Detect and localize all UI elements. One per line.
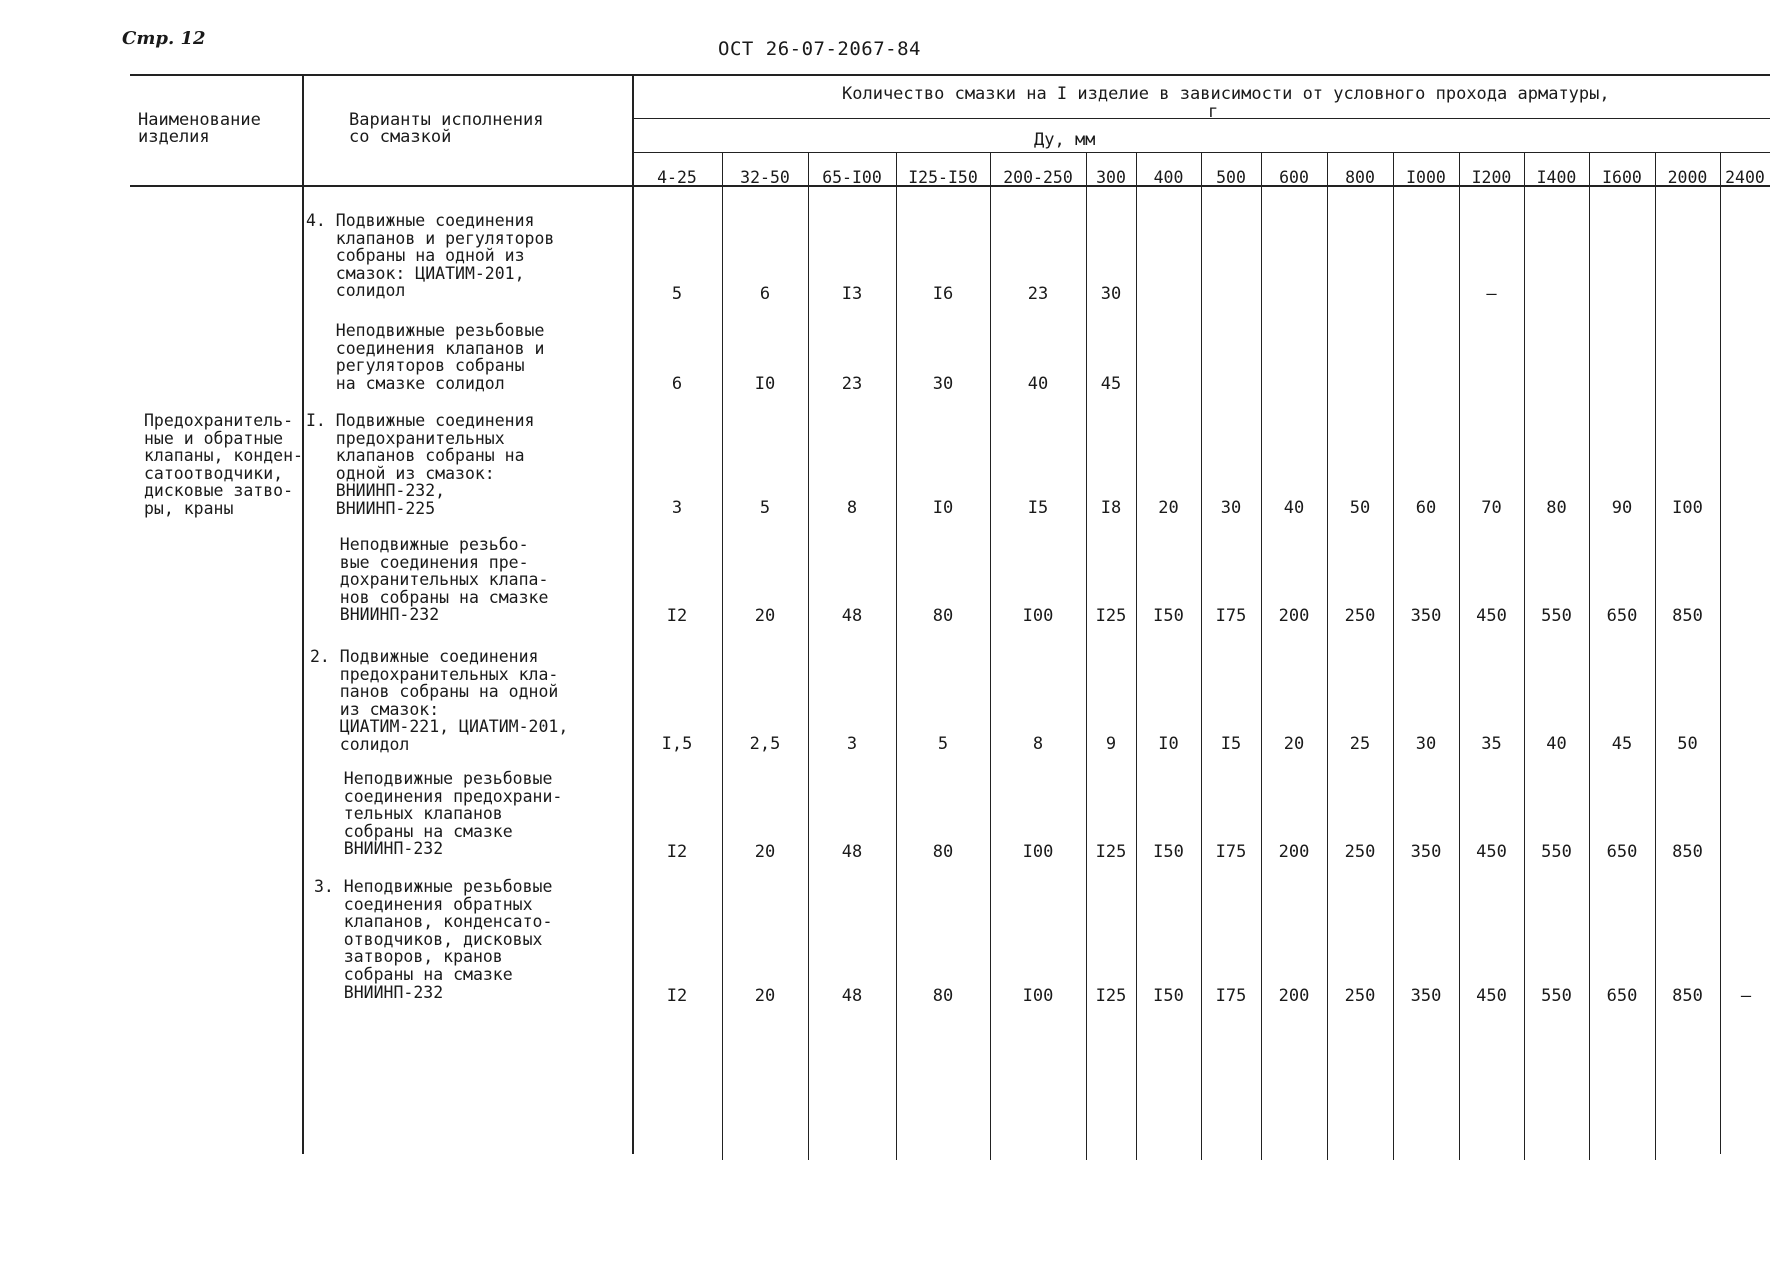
variant-description: 2. Подвижные соединения предохранительных кла- панов собраны на одной из смазок: ЦИАТИМ-221, ЦИАТИМ-201, солидол: [310, 647, 569, 754]
table-cell-value: I2: [666, 986, 688, 1006]
table-cell-value: 250: [1344, 842, 1376, 862]
table-cell-value: –: [1740, 986, 1752, 1006]
du-column-divider: [1589, 152, 1590, 1160]
du-column-divider: [896, 152, 897, 1160]
table-cell-value: I5: [1220, 734, 1242, 754]
table-cell-value: 200: [1278, 842, 1310, 862]
du-column-divider: [1327, 152, 1328, 1160]
du-column-header: 32-50: [740, 168, 790, 187]
table-cell-value: I6: [932, 284, 954, 304]
table-cell-value: 6: [671, 374, 683, 394]
table-cell-value: 850: [1672, 986, 1703, 1006]
du-column-header: 4-25: [657, 168, 697, 187]
du-column-divider: [808, 152, 809, 1160]
table-cell-value: 2,5: [749, 734, 781, 754]
table-cell-value: 20: [1158, 498, 1179, 518]
table-cell-value: I2: [666, 606, 688, 626]
table-cell-value: –: [1486, 284, 1497, 304]
du-column-divider: [1655, 152, 1656, 1160]
table-cell-value: 550: [1541, 606, 1572, 626]
table-cell-value: I25: [1095, 842, 1127, 862]
table-cell-value: I75: [1215, 606, 1247, 626]
du-column-header: 2000: [1667, 168, 1708, 187]
table-cell-value: 20: [754, 986, 776, 1006]
table-cell-value: I2: [666, 842, 688, 862]
product-name: Предохранитель- ные и обратные клапаны, конден- сатоотводчики, дисковые затво- ры, краны: [144, 411, 303, 518]
table-cell-value: 650: [1606, 986, 1638, 1006]
table-cell-value: I50: [1153, 606, 1184, 626]
table-cell-value: I3: [841, 284, 863, 304]
table-cell-value: 30: [1415, 734, 1437, 754]
table-cell-value: 60: [1415, 498, 1437, 518]
table-cell-value: 350: [1410, 606, 1442, 626]
table-cell-value: 23: [841, 374, 863, 394]
du-column-header: 600: [1279, 168, 1309, 187]
du-column-header: 400: [1153, 168, 1184, 187]
du-column-divider: [990, 152, 991, 1160]
table-cell-value: 80: [1546, 498, 1567, 518]
du-column-divider: [1393, 152, 1394, 1160]
header-variant: Варианты исполнения со смазкой: [349, 110, 544, 147]
table-cell-value: 250: [1344, 606, 1376, 626]
variant-description: Неподвижные резьбовые соединения предохрани- тельных клапанов собраны на смазке ВНИИНП-232: [343, 769, 563, 859]
header-quantity-title: Количество смазки на I изделие в зависимости от условного прохода арматуры,: [842, 84, 1610, 104]
variant-description: 3. Неподвижные резьбовые соединения обратных клапанов, конденсато- отводчиков, дисковых затворов, кранов собраны на смазке ВНИИНП-232: [314, 877, 553, 1002]
table-cell-value: I75: [1215, 986, 1247, 1006]
table-cell-value: 20: [754, 606, 776, 626]
du-column-divider: [722, 152, 723, 1160]
table-cell-value: 30: [932, 374, 954, 394]
table-cell-value: 8: [1032, 734, 1044, 754]
du-column-header: 2400: [1725, 168, 1765, 187]
table-cell-value: 6: [759, 284, 771, 304]
du-column-header: 65-I00: [822, 168, 882, 187]
table-cell-value: 48: [841, 842, 863, 862]
table-cell-value: 30: [1100, 284, 1122, 304]
du-column-header: I600: [1602, 168, 1642, 187]
page-number: Стр. 12: [122, 28, 206, 49]
table-cell-value: 23: [1027, 284, 1049, 304]
table-cell-value: 3: [846, 734, 858, 754]
table-cell-value: 350: [1410, 842, 1442, 862]
table-cell-value: 3: [671, 498, 683, 518]
table-cell-value: 250: [1344, 986, 1376, 1006]
col-divider-variant: [632, 74, 634, 1154]
table-cell-value: 5: [671, 284, 683, 304]
variant-description: Неподвижные резьбовые соединения клапанов и регуляторов собраны на смазке солидол: [335, 321, 545, 393]
table-cell-value: 850: [1672, 842, 1703, 862]
du-column-divider: [1201, 152, 1202, 1160]
table-cell-value: 45: [1611, 734, 1633, 754]
table-cell-value: 48: [841, 606, 863, 626]
table-cell-value: 80: [932, 842, 954, 862]
table-cell-value: 80: [932, 986, 954, 1006]
table-cell-value: 650: [1606, 606, 1638, 626]
header-du-label: Ду, мм: [1034, 130, 1096, 150]
table-cell-value: I75: [1215, 842, 1247, 862]
table-cell-value: 30: [1220, 498, 1242, 518]
table-cell-value: I0: [1158, 734, 1179, 754]
table-cell-value: 48: [841, 986, 863, 1006]
du-column-divider: [1459, 152, 1460, 1160]
du-column-header: I200: [1471, 168, 1512, 187]
table-cell-value: I00: [1022, 986, 1054, 1006]
table-cell-value: I00: [1022, 606, 1054, 626]
table-cell-value: 20: [754, 842, 776, 862]
table-cell-value: I00: [1672, 498, 1703, 518]
table-cell-value: I5: [1027, 498, 1049, 518]
du-column-header: I000: [1406, 168, 1446, 187]
table-cell-value: 35: [1481, 734, 1502, 754]
table-cell-value: 200: [1278, 606, 1310, 626]
table-cell-value: I50: [1153, 842, 1184, 862]
table-cell-value: 5: [937, 734, 949, 754]
variant-description: I. Подвижные соединения предохранительных клапанов собраны на одной из смазок: ВНИИНП-232, ВНИИНП-225: [306, 411, 535, 518]
du-column-header: 300: [1096, 168, 1126, 187]
du-column-divider: [1524, 152, 1525, 1160]
table-cell-value: 350: [1410, 986, 1442, 1006]
header-rule-1: [632, 118, 1770, 119]
table-cell-value: 20: [1283, 734, 1305, 754]
table-cell-value: 5: [759, 498, 771, 518]
table-cell-value: 8: [846, 498, 858, 518]
table-cell-value: 40: [1027, 374, 1049, 394]
table-cell-value: I50: [1153, 986, 1184, 1006]
table-cell-value: 40: [1546, 734, 1567, 754]
header-quantity-unit: г: [1208, 102, 1219, 122]
table-cell-value: I25: [1095, 986, 1127, 1006]
table-cell-value: 70: [1481, 498, 1502, 518]
du-column-divider: [1136, 152, 1137, 1160]
table-cell-value: I00: [1022, 842, 1054, 862]
table-cell-value: I0: [754, 374, 776, 394]
variant-description: Неподвижные резьбо- вые соединения пре- дохранительных клапа- нов собраны на смазке ВНИИНП-232: [339, 535, 549, 625]
table-cell-value: 80: [932, 606, 954, 626]
table-cell-value: 450: [1476, 842, 1507, 862]
table-cell-value: 200: [1278, 986, 1310, 1006]
table-cell-value: I25: [1095, 606, 1127, 626]
table-cell-value: I8: [1100, 498, 1122, 518]
table-cell-value: 50: [1677, 734, 1698, 754]
table-cell-value: 450: [1476, 986, 1507, 1006]
table-top-rule: [130, 74, 1770, 76]
du-column-header: I400: [1536, 168, 1577, 187]
table-cell-value: 450: [1476, 606, 1507, 626]
table-cell-value: 550: [1541, 842, 1572, 862]
table-cell-value: I0: [932, 498, 954, 518]
table-cell-value: I,5: [661, 734, 693, 754]
table-cell-value: 25: [1349, 734, 1371, 754]
du-column-header: I25-I50: [908, 168, 978, 187]
table-cell-value: 9: [1105, 734, 1117, 754]
table-cell-value: 550: [1541, 986, 1572, 1006]
du-column-header: 800: [1345, 168, 1375, 187]
header-product-name: Наименование изделия: [138, 110, 261, 147]
du-column-divider: [1261, 152, 1262, 1160]
table-cell-value: 45: [1100, 374, 1122, 394]
document-number: ОСТ 26-07-2067-84: [718, 38, 921, 60]
table-cell-value: 850: [1672, 606, 1703, 626]
table-cell-value: 90: [1611, 498, 1633, 518]
du-column-header: 200-250: [1003, 168, 1073, 187]
table-cell-value: 650: [1606, 842, 1638, 862]
variant-description: 4. Подвижные соединения клапанов и регуляторов собраны на одной из смазок: ЦИАТИМ-201, солидол: [306, 211, 555, 301]
table-cell-value: 40: [1283, 498, 1305, 518]
table-cell-value: 50: [1349, 498, 1371, 518]
col-divider-name: [302, 74, 304, 1154]
du-column-header: 500: [1216, 168, 1246, 187]
